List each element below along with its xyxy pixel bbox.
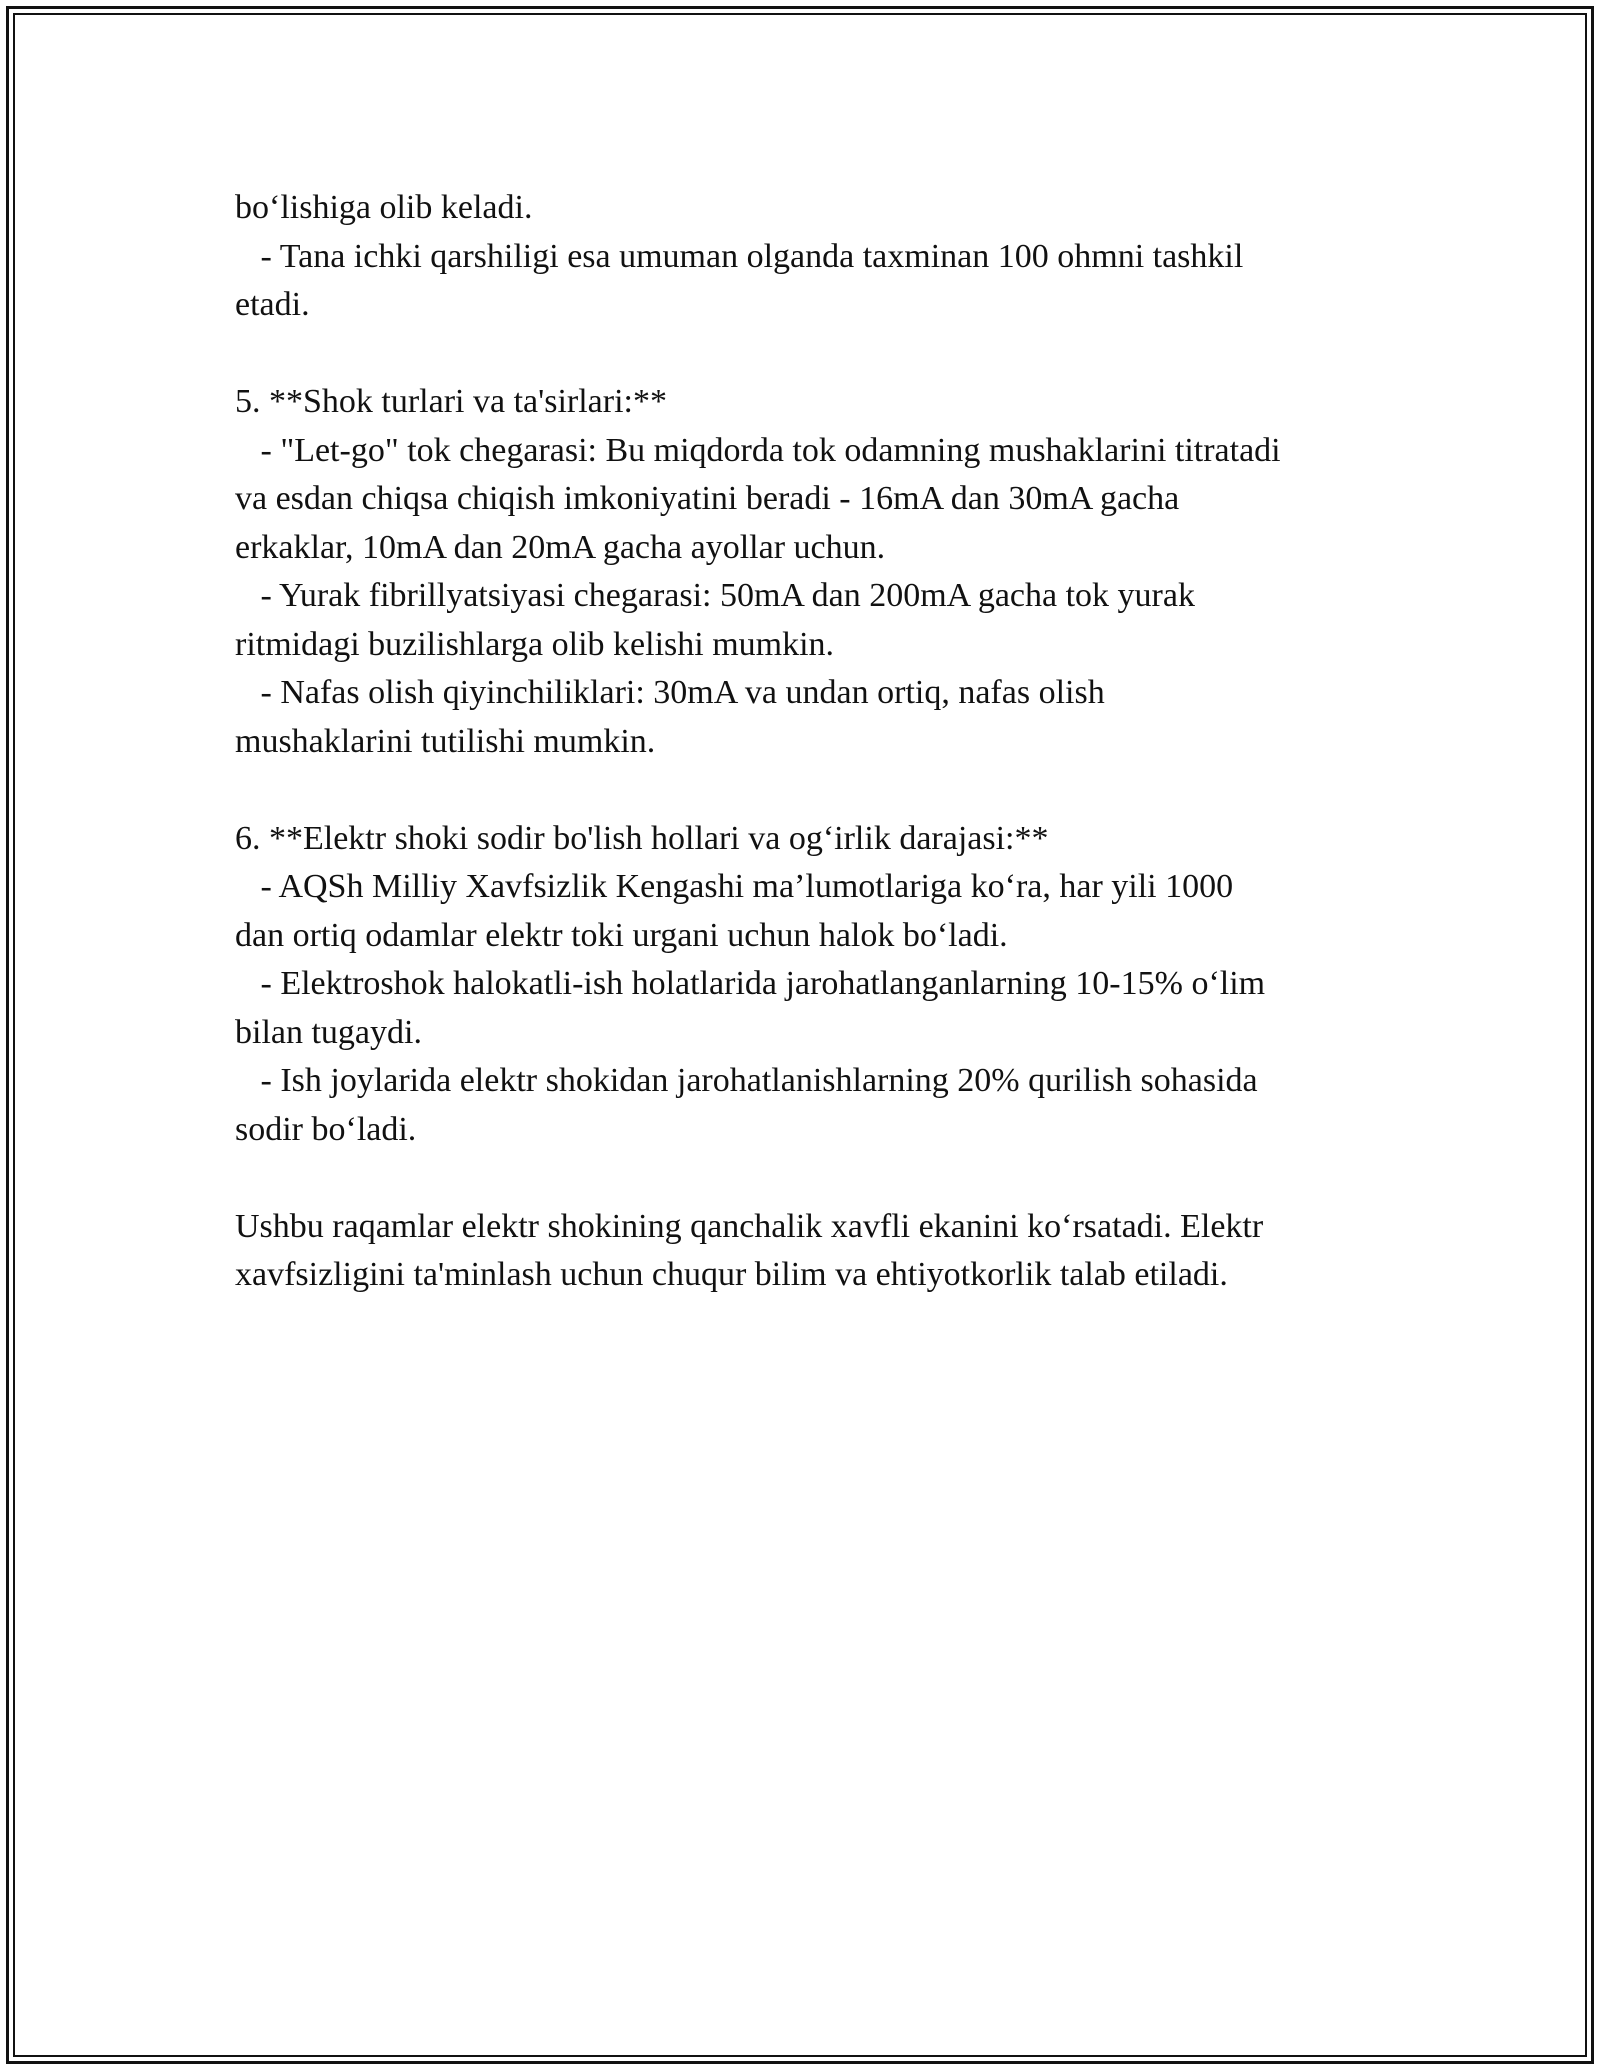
document-body [235,184,1385,1300]
text-line: erkaklar, 10mA dan 20mA gacha ayollar uchun. [235,528,886,566]
section-6-heading: 6. **Elektr shoki sodir bo'lish hollari va og‘irlik darajasi:** [235,819,1049,857]
text-line: - Nafas olish qiyinchiliklari: 30mA va undan ortiq, nafas olish [235,674,1105,711]
text-line: - "Let-go" tok chegarasi: Bu miqdorda tok odamning mushaklarini titratadi [235,431,1281,469]
text-line: etadi. [235,286,310,323]
paragraph-spacer [235,330,1385,379]
paragraph-spacer [235,766,1385,815]
paragraph-spacer [235,1154,1385,1203]
text-line: xavfsizligini ta'minlash uchun chuqur bilim va ehtiyotkorlik talab etiladi. [235,1256,1228,1293]
text-line: - Ish joylarida elektr shokidan jarohatlanishlarning 20% qurilish sohasida [235,1062,1258,1099]
text-line: - Yurak fibrillyatsiyasi chegarasi: 50mA dan 200mA gacha tok yurak [235,577,1195,614]
text-line: ritmidagi buzilishlarga olib kelishi mumkin. [235,625,835,663]
text-line: - AQSh Milliy Xavfsizlik Kengashi ma’lumotlariga ko‘ra, har yili 1000 [235,868,1234,905]
conclusion-paragraph [235,1203,1385,1300]
text-line: Ushbu raqamlar elektr shokining qanchalik xavfli ekanini ko‘rsatadi. Elektr [235,1207,1264,1245]
text-line: dan ortiq odamlar elektr toki urgani uchun halok bo‘ladi. [235,916,1008,954]
text-line: - Elektroshok halokatli-ish holatlarida jarohatlanganlarning 10-15% o‘lim [235,965,1266,1002]
text-line: mushaklarini tutilishi mumkin. [235,722,656,760]
text-line: va esdan chiqsa chiqish imkoniyatini beradi - 16mA dan 30mA gacha [235,480,1180,517]
continuation-paragraph [235,184,1385,330]
text-line: - Tana ichki qarshiligi esa umuman olganda taxminan 100 ohmni tashkil [235,237,1244,275]
section-5 [235,378,1385,766]
section-5-heading: 5. **Shok turlari va ta'sirlari:** [235,383,667,420]
text-line: bilan tugaydi. [235,1013,422,1051]
section-6 [235,815,1385,1155]
text-line: bo‘lishiga olib keladi. [235,189,533,226]
text-line: sodir bo‘ladi. [235,1110,417,1148]
